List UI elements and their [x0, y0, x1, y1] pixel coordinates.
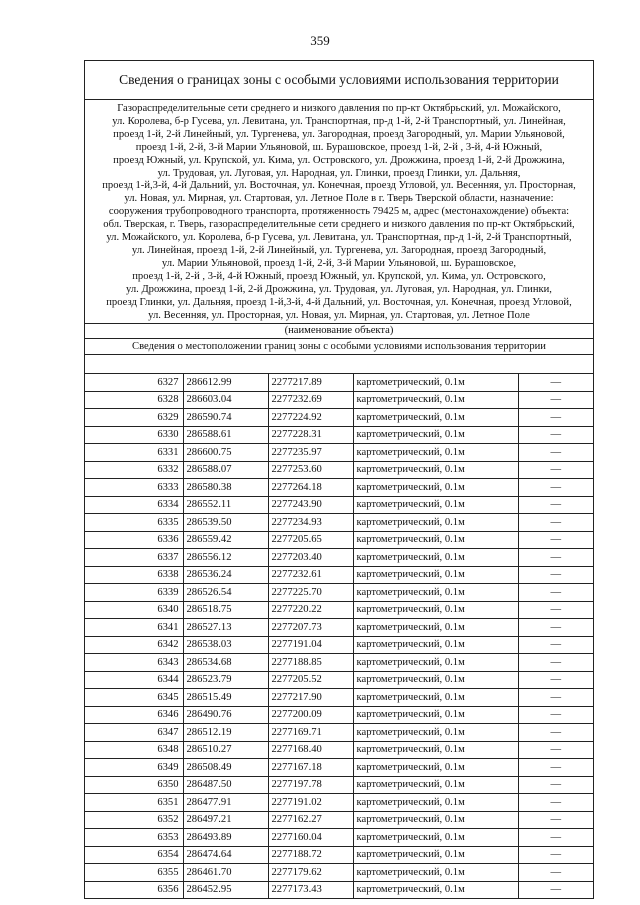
- description-line: проезд 1-й, 2-й , 3-й, 4-й Южный, проезд Южный, ул. Крупской, ул. Кима, ул. Островского,: [132, 270, 546, 282]
- point-number-cell: 6340: [85, 601, 183, 619]
- table-header-gap: [85, 355, 593, 374]
- accuracy-cell: —: [518, 654, 593, 672]
- point-number-cell: 6356: [85, 881, 183, 898]
- point-number-cell: 6331: [85, 444, 183, 462]
- method-cell: картометрический, 0.1м: [353, 636, 518, 654]
- accuracy-cell: —: [518, 374, 593, 391]
- point-number-cell: 6335: [85, 514, 183, 532]
- x-coordinate-cell: 286461.70: [183, 864, 268, 882]
- method-cell: картометрический, 0.1м: [353, 864, 518, 882]
- x-coordinate-cell: 286534.68: [183, 654, 268, 672]
- accuracy-cell: —: [518, 706, 593, 724]
- header-title: Сведения о границах зоны с особыми условиями использования территории: [85, 61, 593, 100]
- method-cell: картометрический, 0.1м: [353, 671, 518, 689]
- x-coordinate-cell: 286526.54: [183, 584, 268, 602]
- table-row: [85, 829, 593, 847]
- x-coordinate-cell: 286539.50: [183, 514, 268, 532]
- method-cell: картометрический, 0.1м: [353, 444, 518, 462]
- accuracy-cell: —: [518, 426, 593, 444]
- y-coordinate-cell: 2277162.27: [268, 811, 353, 829]
- y-coordinate-cell: 2277220.22: [268, 601, 353, 619]
- x-coordinate-cell: 286490.76: [183, 706, 268, 724]
- table-row: [85, 461, 593, 479]
- y-coordinate-cell: 2277200.09: [268, 706, 353, 724]
- accuracy-cell: —: [518, 776, 593, 794]
- accuracy-cell: —: [518, 409, 593, 427]
- point-number-cell: 6338: [85, 566, 183, 584]
- x-coordinate-cell: 286603.04: [183, 391, 268, 409]
- accuracy-cell: —: [518, 741, 593, 759]
- x-coordinate-cell: 286588.07: [183, 461, 268, 479]
- point-number-cell: 6342: [85, 636, 183, 654]
- point-number-cell: 6345: [85, 689, 183, 707]
- table-row: [85, 794, 593, 812]
- accuracy-cell: —: [518, 461, 593, 479]
- accuracy-cell: —: [518, 759, 593, 777]
- x-coordinate-cell: 286510.27: [183, 741, 268, 759]
- accuracy-cell: —: [518, 794, 593, 812]
- coordinates-table: [85, 374, 593, 898]
- description-line: проезд 1-й, 2-й, 3-й Марии Ульяновой, ш. Бурашовское, проезд 1-й, 2-й , 3-й, 4-й Южный,: [135, 141, 543, 153]
- point-number-cell: 6341: [85, 619, 183, 637]
- y-coordinate-cell: 2277160.04: [268, 829, 353, 847]
- point-number-cell: 6339: [85, 584, 183, 602]
- description-line: ул. Трудовая, ул. Луговая, ул. Народная, ул. Глинки, проезд Глинки, ул. Дальняя,: [157, 167, 521, 179]
- y-coordinate-cell: 2277205.52: [268, 671, 353, 689]
- method-cell: картометрический, 0.1м: [353, 549, 518, 567]
- document-frame: [84, 60, 594, 899]
- description-line: ул. Можайского, ул. Королева, б-р Гусева, ул. Левитана, ул. Транспортная, пр-д 1-й, 2-й Транспортный,: [106, 232, 572, 244]
- x-coordinate-cell: 286497.21: [183, 811, 268, 829]
- y-coordinate-cell: 2277232.69: [268, 391, 353, 409]
- method-cell: картометрический, 0.1м: [353, 601, 518, 619]
- accuracy-cell: —: [518, 601, 593, 619]
- point-number-cell: 6354: [85, 846, 183, 864]
- table-row: [85, 759, 593, 777]
- x-coordinate-cell: 286515.49: [183, 689, 268, 707]
- y-coordinate-cell: 2277167.18: [268, 759, 353, 777]
- x-coordinate-cell: 286508.49: [183, 759, 268, 777]
- table-row: [85, 566, 593, 584]
- description-line: ул. Новая, ул. Мирная, ул. Стартовая, ул. Летное Поле в г. Тверь Тверской области, назначение:: [124, 193, 554, 205]
- point-number-cell: 6333: [85, 479, 183, 497]
- method-cell: картометрический, 0.1м: [353, 531, 518, 549]
- x-coordinate-cell: 286559.42: [183, 531, 268, 549]
- accuracy-cell: —: [518, 811, 593, 829]
- x-coordinate-cell: 286600.75: [183, 444, 268, 462]
- method-cell: картометрический, 0.1м: [353, 724, 518, 742]
- accuracy-cell: —: [518, 549, 593, 567]
- table-row: [85, 654, 593, 672]
- method-cell: картометрический, 0.1м: [353, 619, 518, 637]
- y-coordinate-cell: 2277203.40: [268, 549, 353, 567]
- method-cell: картометрический, 0.1м: [353, 479, 518, 497]
- y-coordinate-cell: 2277168.40: [268, 741, 353, 759]
- accuracy-cell: —: [518, 689, 593, 707]
- table-row: [85, 724, 593, 742]
- y-coordinate-cell: 2277191.04: [268, 636, 353, 654]
- method-cell: картометрический, 0.1м: [353, 706, 518, 724]
- description-line: ул. Дрожжина, проезд 1-й, 2-й Дрожжина, ул. Трудовая, ул. Луговая, ул. Народная, ул. Глинки,: [126, 283, 552, 295]
- method-cell: картометрический, 0.1м: [353, 759, 518, 777]
- point-number-cell: 6353: [85, 829, 183, 847]
- accuracy-cell: —: [518, 391, 593, 409]
- method-cell: картометрический, 0.1м: [353, 741, 518, 759]
- point-number-cell: 6330: [85, 426, 183, 444]
- y-coordinate-cell: 2277225.70: [268, 584, 353, 602]
- x-coordinate-cell: 286474.64: [183, 846, 268, 864]
- table-row: [85, 636, 593, 654]
- y-coordinate-cell: 2277205.65: [268, 531, 353, 549]
- table-row: [85, 619, 593, 637]
- y-coordinate-cell: 2277264.18: [268, 479, 353, 497]
- x-coordinate-cell: 286612.99: [183, 374, 268, 391]
- x-coordinate-cell: 286512.19: [183, 724, 268, 742]
- point-number-cell: 6344: [85, 671, 183, 689]
- y-coordinate-cell: 2277235.97: [268, 444, 353, 462]
- table-row: [85, 601, 593, 619]
- point-number-cell: 6351: [85, 794, 183, 812]
- y-coordinate-cell: 2277179.62: [268, 864, 353, 882]
- description-line: проезд Южный, ул. Крупской, ул. Кима, ул. Островского, ул. Дрожжина, проезд 1-й, 2-й Дрожжина,: [113, 154, 565, 166]
- x-coordinate-cell: 286518.75: [183, 601, 268, 619]
- description-line: обл. Тверская, г. Тверь, газораспределительные сети среднего и низкого давления по пр-кт Октябрьский,: [103, 219, 575, 231]
- x-coordinate-cell: 286523.79: [183, 671, 268, 689]
- object-description: [85, 100, 593, 324]
- x-coordinate-cell: 286588.61: [183, 426, 268, 444]
- y-coordinate-cell: 2277173.43: [268, 881, 353, 898]
- point-number-cell: 6350: [85, 776, 183, 794]
- method-cell: картометрический, 0.1м: [353, 654, 518, 672]
- accuracy-cell: —: [518, 496, 593, 514]
- accuracy-cell: —: [518, 584, 593, 602]
- description-line: ул. Королева, б-р Гусева, ул. Левитана, ул. Транспортная, пр-д 1-й, 2-й Транспортный, ул. Линейная,: [112, 115, 566, 127]
- method-cell: картометрический, 0.1м: [353, 391, 518, 409]
- accuracy-cell: —: [518, 444, 593, 462]
- table-row: [85, 426, 593, 444]
- x-coordinate-cell: 286452.95: [183, 881, 268, 898]
- accuracy-cell: —: [518, 846, 593, 864]
- description-line: проезд 1-й,3-й, 4-й Дальний, ул. Восточная, ул. Конечная, проезд Угловой, ул. Весенняя, ул. Просторная,: [102, 180, 576, 192]
- page-number: 359: [310, 33, 330, 48]
- table-row: [85, 514, 593, 532]
- description-line: ул. Весенняя, ул. Просторная, ул. Новая, ул. Мирная, ул. Стартовая, ул. Летное Поле: [148, 309, 530, 321]
- description-line: Газораспределительные сети среднего и низкого давления по пр-кт Октябрьский, ул. Можайского,: [117, 103, 561, 114]
- x-coordinate-cell: 286536.24: [183, 566, 268, 584]
- y-coordinate-cell: 2277207.73: [268, 619, 353, 637]
- method-cell: картометрический, 0.1м: [353, 409, 518, 427]
- method-cell: картометрический, 0.1м: [353, 794, 518, 812]
- point-number-cell: 6329: [85, 409, 183, 427]
- table-row: [85, 391, 593, 409]
- table-row: [85, 689, 593, 707]
- method-cell: картометрический, 0.1м: [353, 426, 518, 444]
- x-coordinate-cell: 286552.11: [183, 496, 268, 514]
- accuracy-cell: —: [518, 514, 593, 532]
- point-number-cell: 6332: [85, 461, 183, 479]
- table-row: [85, 706, 593, 724]
- accuracy-cell: —: [518, 881, 593, 898]
- point-number-cell: 6327: [85, 374, 183, 391]
- y-coordinate-cell: 2277232.61: [268, 566, 353, 584]
- y-coordinate-cell: 2277188.85: [268, 654, 353, 672]
- point-number-cell: 6352: [85, 811, 183, 829]
- method-cell: картометрический, 0.1м: [353, 776, 518, 794]
- x-coordinate-cell: 286493.89: [183, 829, 268, 847]
- y-coordinate-cell: 2277197.78: [268, 776, 353, 794]
- table-row: [85, 671, 593, 689]
- method-cell: картометрический, 0.1м: [353, 846, 518, 864]
- method-cell: картометрический, 0.1м: [353, 461, 518, 479]
- table-row: [85, 444, 593, 462]
- table-row: [85, 776, 593, 794]
- point-number-cell: 6328: [85, 391, 183, 409]
- point-number-cell: 6348: [85, 741, 183, 759]
- object-name-label: (наименование объекта): [85, 324, 593, 339]
- point-number-cell: 6347: [85, 724, 183, 742]
- accuracy-cell: —: [518, 671, 593, 689]
- method-cell: картометрический, 0.1м: [353, 584, 518, 602]
- accuracy-cell: —: [518, 829, 593, 847]
- point-number-cell: 6336: [85, 531, 183, 549]
- method-cell: картометрический, 0.1м: [353, 566, 518, 584]
- method-cell: картометрический, 0.1м: [353, 496, 518, 514]
- method-cell: картометрический, 0.1м: [353, 829, 518, 847]
- accuracy-cell: —: [518, 479, 593, 497]
- y-coordinate-cell: 2277217.89: [268, 374, 353, 391]
- table-row: [85, 741, 593, 759]
- y-coordinate-cell: 2277191.02: [268, 794, 353, 812]
- table-row: [85, 479, 593, 497]
- method-cell: картометрический, 0.1м: [353, 811, 518, 829]
- accuracy-cell: —: [518, 724, 593, 742]
- accuracy-cell: —: [518, 636, 593, 654]
- y-coordinate-cell: 2277243.90: [268, 496, 353, 514]
- table-row: [85, 811, 593, 829]
- point-number-cell: 6346: [85, 706, 183, 724]
- point-number-cell: 6349: [85, 759, 183, 777]
- x-coordinate-cell: 286527.13: [183, 619, 268, 637]
- description-line: сооружения трубопроводного транспорта, протяженность 79425 м, адрес (местонахождение) объекта:: [108, 206, 570, 218]
- x-coordinate-cell: 286477.91: [183, 794, 268, 812]
- table-row: [85, 409, 593, 427]
- method-cell: картометрический, 0.1м: [353, 374, 518, 391]
- y-coordinate-cell: 2277228.31: [268, 426, 353, 444]
- table-row: [85, 881, 593, 898]
- y-coordinate-cell: 2277253.60: [268, 461, 353, 479]
- table-row: [85, 374, 593, 391]
- table-row: [85, 496, 593, 514]
- description-line: ул. Марии Ульяновой, проезд 1-й, 2-й, 3-й Марии Ульяновой, ш. Бурашовское,: [161, 257, 517, 269]
- table-row: [85, 864, 593, 882]
- y-coordinate-cell: 2277234.93: [268, 514, 353, 532]
- accuracy-cell: —: [518, 864, 593, 882]
- table-row: [85, 549, 593, 567]
- y-coordinate-cell: 2277217.90: [268, 689, 353, 707]
- description-line: ул. Линейная, проезд 1-й, 2-й Линейный, ул. Тургенева, ул. Загородная, проезд Загородный,: [131, 244, 547, 256]
- point-number-cell: 6337: [85, 549, 183, 567]
- accuracy-cell: —: [518, 566, 593, 584]
- x-coordinate-cell: 286590.74: [183, 409, 268, 427]
- method-cell: картометрический, 0.1м: [353, 514, 518, 532]
- description-line: проезд Глинки, ул. Дальняя, проезд 1-й,3-й, 4-й Дальний, ул. Восточная, ул. Конечная, проезд Угловой,: [106, 296, 572, 308]
- y-coordinate-cell: 2277169.71: [268, 724, 353, 742]
- table-row: [85, 531, 593, 549]
- method-cell: картометрический, 0.1м: [353, 689, 518, 707]
- table-row: [85, 584, 593, 602]
- accuracy-cell: —: [518, 619, 593, 637]
- point-number-cell: 6355: [85, 864, 183, 882]
- x-coordinate-cell: 286538.03: [183, 636, 268, 654]
- x-coordinate-cell: 286487.50: [183, 776, 268, 794]
- y-coordinate-cell: 2277224.92: [268, 409, 353, 427]
- y-coordinate-cell: 2277188.72: [268, 846, 353, 864]
- section-title: Сведения о местоположении границ зоны с особыми условиями использования территории: [85, 339, 593, 355]
- table-row: [85, 846, 593, 864]
- point-number-cell: 6343: [85, 654, 183, 672]
- description-line: проезд 1-й, 2-й Линейный, ул. Тургенева, ул. Загородная, проезд Загородный, ул. Марии Ульяновой,: [113, 128, 565, 140]
- x-coordinate-cell: 286580.38: [183, 479, 268, 497]
- point-number-cell: 6334: [85, 496, 183, 514]
- accuracy-cell: —: [518, 531, 593, 549]
- method-cell: картометрический, 0.1м: [353, 881, 518, 898]
- x-coordinate-cell: 286556.12: [183, 549, 268, 567]
